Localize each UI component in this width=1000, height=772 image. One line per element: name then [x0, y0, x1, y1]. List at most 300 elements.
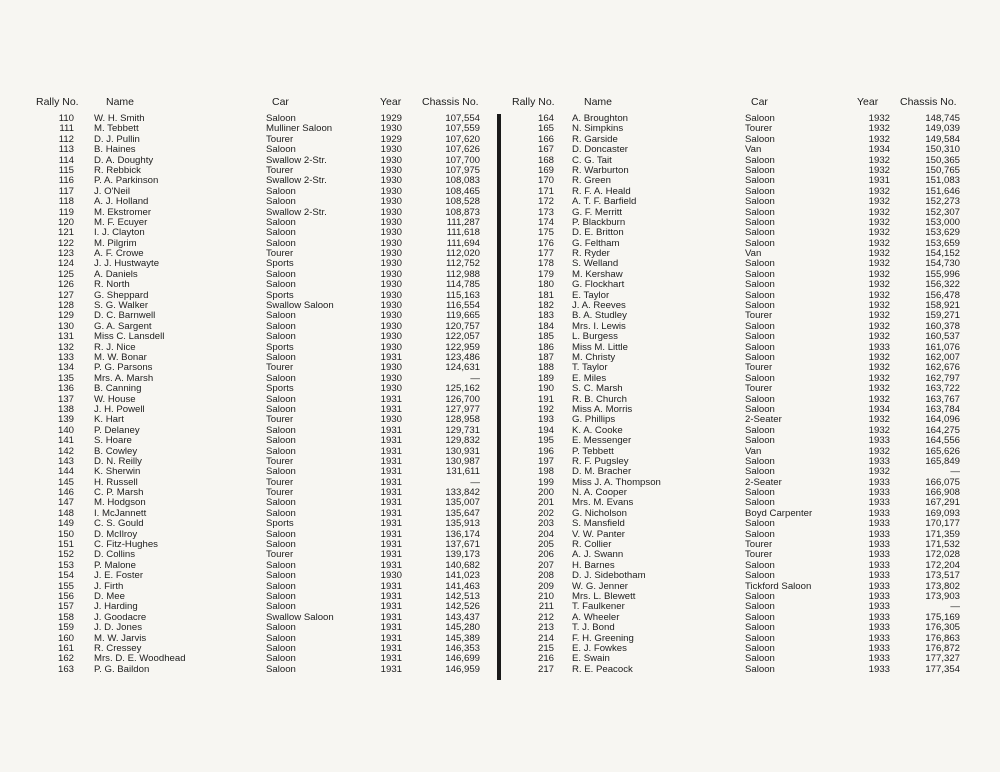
rally-no-cell: 182	[537, 300, 554, 312]
table-row	[0, 249, 495, 259]
car-cell: Tourer	[266, 476, 294, 488]
year-cell: 1933	[868, 476, 890, 488]
chassis-no-cell: 156,322	[925, 279, 960, 291]
car-cell: Saloon	[745, 227, 775, 239]
year-cell: 1930	[380, 196, 402, 208]
name-cell: K. Hart	[94, 414, 124, 426]
rally-no-cell: 142	[57, 445, 74, 457]
year-cell: 1932	[868, 331, 890, 343]
car-cell: Swallow 2-Str.	[266, 206, 327, 218]
car-cell: Saloon	[266, 237, 296, 249]
rally-no-cell: 183	[537, 310, 554, 322]
table-row	[0, 426, 495, 436]
name-cell: A. Broughton	[572, 113, 629, 124]
chassis-no-cell: 172,028	[925, 549, 960, 561]
car-cell: Saloon	[266, 570, 296, 582]
header-rally-no: Rally No.	[512, 96, 555, 108]
rally-no-cell: 191	[537, 393, 554, 405]
car-cell: Saloon	[266, 144, 296, 156]
car-cell: Saloon	[266, 539, 296, 551]
rally-no-cell: 179	[537, 268, 554, 280]
car-cell: Tourer	[745, 362, 773, 374]
table-row	[0, 301, 495, 311]
rally-no-cell: 197	[537, 455, 554, 467]
rally-no-cell: 162	[57, 653, 74, 665]
name-cell: M. Ekstromer	[94, 206, 152, 218]
year-cell: 1932	[868, 268, 890, 280]
name-cell: G. A. Sargent	[94, 320, 152, 332]
chassis-no-cell: 136,174	[445, 528, 480, 540]
chassis-no-cell: 173,903	[925, 590, 960, 602]
rally-no-cell: 200	[537, 487, 554, 499]
rally-no-cell: 198	[537, 466, 554, 478]
chassis-no-cell: 145,389	[445, 632, 480, 644]
car-cell: Saloon	[266, 507, 296, 519]
name-cell: A. F. Crowe	[94, 248, 144, 260]
car-cell: Tourer	[745, 383, 773, 395]
rally-no-cell: 175	[537, 227, 554, 239]
car-cell: Saloon	[266, 663, 296, 675]
chassis-no-cell: 170,177	[925, 518, 960, 530]
name-cell: G. Phillips	[572, 414, 616, 426]
car-cell: Tourer	[266, 362, 294, 374]
chassis-no-cell: 161,076	[925, 341, 960, 353]
name-cell: J. E. Foster	[94, 570, 144, 582]
car-cell: Saloon	[745, 331, 775, 343]
name-cell: J. A. Reeves	[572, 300, 626, 312]
year-cell: 1931	[380, 549, 402, 561]
year-cell: 1933	[868, 455, 890, 467]
year-cell: 1933	[868, 507, 890, 519]
table-row	[505, 436, 1000, 446]
car-cell: Saloon	[745, 528, 775, 540]
year-cell: 1933	[868, 653, 890, 665]
name-cell: V. W. Panter	[572, 528, 625, 540]
table-row	[0, 363, 495, 373]
car-cell: Swallow 2-Str.	[266, 175, 327, 187]
year-cell: 1933	[868, 570, 890, 582]
year-cell: 1931	[380, 455, 402, 467]
chassis-no-cell: 153,659	[925, 237, 960, 249]
chassis-no-cell: 176,863	[925, 632, 960, 644]
table-row	[0, 498, 495, 508]
car-cell: Saloon	[266, 497, 296, 509]
table-row	[505, 145, 1000, 155]
year-cell: 1932	[868, 216, 890, 228]
year-cell: 1933	[868, 632, 890, 644]
rally-no-cell: 160	[57, 632, 74, 644]
rally-no-cell: 199	[537, 476, 554, 488]
car-cell: Tourer	[266, 487, 294, 499]
name-cell: A. Wheeler	[572, 611, 620, 623]
year-cell: 1932	[868, 237, 890, 249]
rally-no-cell: 133	[57, 351, 74, 363]
car-cell: Saloon	[266, 351, 296, 363]
chassis-no-cell: 164,096	[925, 414, 960, 426]
table-row	[0, 291, 495, 301]
rally-no-cell: 132	[57, 341, 74, 353]
rally-no-cell: 210	[537, 590, 554, 602]
chassis-no-cell: 112,988	[446, 268, 480, 280]
year-cell: 1933	[868, 528, 890, 540]
name-cell: M. F. Ecuyer	[94, 216, 148, 228]
chassis-no-cell: 129,731	[445, 424, 480, 436]
name-cell: A. J. Holland	[94, 196, 149, 208]
name-cell: R. J. Nice	[94, 341, 136, 353]
name-cell: Mrs. L. Blewett	[572, 590, 636, 602]
chassis-no-cell: 175,169	[925, 611, 960, 623]
year-cell: 1934	[868, 144, 890, 156]
rally-no-cell: 155	[57, 580, 74, 592]
car-cell: Saloon	[745, 611, 775, 623]
name-cell: M. W. Bonar	[94, 351, 147, 363]
table-row	[0, 322, 495, 332]
left-table-header	[0, 96, 495, 114]
year-cell: 1931	[380, 403, 402, 415]
rally-no-cell: 154	[57, 570, 74, 582]
rally-no-cell: 189	[537, 372, 554, 384]
year-cell: 1930	[380, 414, 402, 426]
header-car: Car	[272, 96, 289, 108]
rally-no-cell: 153	[57, 559, 74, 571]
chassis-no-cell: 163,784	[925, 403, 960, 415]
table-row	[0, 415, 495, 425]
car-cell: 2-Seater	[745, 414, 782, 426]
name-cell: G. Sheppard	[94, 289, 149, 301]
table-row	[0, 478, 495, 488]
name-cell: E. Taylor	[572, 289, 610, 301]
table-row	[0, 145, 495, 155]
year-cell: 1933	[868, 611, 890, 623]
name-cell: N. A. Cooper	[572, 487, 627, 499]
header-rally-no: Rally No.	[36, 96, 79, 108]
car-cell: Saloon	[266, 185, 296, 197]
rally-no-cell: 157	[57, 601, 74, 613]
name-cell: T. J. Bond	[572, 622, 615, 634]
rally-no-cell: 140	[57, 424, 74, 436]
name-cell: Mrs. I. Lewis	[572, 320, 626, 332]
chassis-no-cell: 149,584	[925, 133, 960, 145]
car-cell: Tickford Saloon	[745, 580, 812, 592]
table-row	[0, 665, 495, 675]
name-cell: E. J. Fowkes	[572, 642, 627, 654]
rally-no-cell: 161	[57, 642, 74, 654]
year-cell: 1930	[380, 320, 402, 332]
rally-no-cell: 176	[537, 237, 554, 249]
year-cell: 1933	[868, 518, 890, 530]
table-row	[0, 447, 495, 457]
name-cell: T. Taylor	[572, 362, 608, 374]
name-cell: R. B. Church	[572, 393, 627, 405]
car-cell: Sports	[266, 341, 294, 353]
chassis-no-cell: 164,275	[925, 424, 960, 436]
right-table	[505, 96, 1000, 675]
rally-no-cell: 123	[57, 248, 74, 260]
rally-no-cell: 125	[57, 268, 74, 280]
chassis-no-cell: 120,757	[445, 320, 480, 332]
name-cell: W. H. Smith	[94, 113, 145, 124]
rally-no-cell: 213	[537, 622, 554, 634]
table-row	[0, 353, 495, 363]
name-cell: P. Blackburn	[572, 216, 626, 228]
name-cell: D. J. Sidebotham	[572, 570, 646, 582]
name-cell: D. M. Bracher	[572, 466, 632, 478]
car-cell: Saloon	[745, 570, 775, 582]
car-cell: Saloon	[745, 663, 775, 675]
chassis-no-cell: 116,554	[446, 300, 480, 312]
chassis-no-cell: 164,556	[925, 435, 960, 447]
year-cell: 1930	[380, 175, 402, 187]
chassis-no-cell: 165,626	[925, 445, 960, 457]
year-cell: 1931	[380, 528, 402, 540]
name-cell: N. Simpkins	[572, 123, 624, 135]
year-cell: 1932	[868, 185, 890, 197]
year-cell: 1931	[380, 466, 402, 478]
year-cell: 1932	[868, 351, 890, 363]
name-cell: Mrs. M. Evans	[572, 497, 634, 509]
year-cell: 1932	[868, 393, 890, 405]
year-cell: 1931	[380, 445, 402, 457]
chassis-no-cell: 141,463	[445, 580, 480, 592]
year-cell: 1931	[868, 175, 890, 187]
header-chassis-no: Chassis No.	[422, 96, 479, 108]
name-cell: R. Collier	[572, 539, 612, 551]
year-cell: 1932	[868, 424, 890, 436]
chassis-no-cell: 135,007	[445, 497, 480, 509]
name-cell: P. A. Parkinson	[94, 175, 159, 187]
year-cell: 1930	[380, 185, 402, 197]
name-cell: B. Canning	[94, 383, 142, 395]
chassis-no-cell: 133,842	[445, 487, 480, 499]
rally-no-cell: 124	[57, 258, 74, 270]
car-cell: Saloon	[266, 196, 296, 208]
chassis-no-cell: 141,023	[445, 570, 480, 582]
car-cell: Saloon	[745, 487, 775, 499]
table-row	[0, 613, 495, 623]
chassis-no-cell: 146,353	[445, 642, 480, 654]
rally-no-cell: 211	[538, 601, 554, 613]
table-row	[0, 374, 495, 384]
chassis-no-cell: 171,359	[925, 528, 960, 540]
year-cell: 1932	[868, 206, 890, 218]
chassis-no-cell: 108,465	[445, 185, 480, 197]
rally-no-cell: 146	[57, 487, 74, 499]
table-row	[0, 311, 495, 321]
name-cell: D. E. Britton	[572, 227, 624, 239]
year-cell: 1930	[380, 331, 402, 343]
table-row	[0, 124, 495, 134]
car-cell: Tourer	[745, 310, 773, 322]
chassis-no-cell: 124,631	[445, 362, 480, 374]
car-cell: Saloon	[266, 279, 296, 291]
car-cell: Saloon	[266, 580, 296, 592]
header-chassis-no: Chassis No.	[900, 96, 957, 108]
year-cell: 1931	[380, 476, 402, 488]
rally-no-cell: 138	[57, 403, 74, 415]
chassis-no-cell: 153,000	[925, 216, 960, 228]
year-cell: 1933	[868, 642, 890, 654]
rally-no-cell: 118	[58, 196, 74, 208]
year-cell: 1932	[868, 258, 890, 270]
chassis-no-cell: 107,620	[445, 133, 480, 145]
chassis-no-cell: 148,745	[925, 113, 960, 124]
chassis-no-cell: 166,908	[925, 487, 960, 499]
name-cell: D. McIlroy	[94, 528, 138, 540]
name-cell: J. H. Powell	[94, 403, 145, 415]
rally-no-cell: 134	[57, 362, 74, 374]
rally-no-cell: 207	[537, 559, 554, 571]
table-row	[0, 561, 495, 571]
year-cell: 1930	[380, 341, 402, 353]
rally-no-cell: 117	[58, 185, 74, 197]
chassis-no-cell: 169,093	[925, 507, 960, 519]
car-cell: Saloon	[266, 393, 296, 405]
year-cell: 1931	[380, 642, 402, 654]
car-cell: Saloon	[745, 435, 775, 447]
car-cell: Saloon	[266, 528, 296, 540]
car-cell: Van	[745, 248, 762, 260]
car-cell: Swallow Saloon	[266, 611, 334, 623]
name-cell: A. Daniels	[94, 268, 138, 280]
right-table-rows	[505, 114, 1000, 675]
rally-no-cell: 195	[537, 435, 554, 447]
table-row	[0, 384, 495, 394]
car-cell: Saloon	[745, 403, 775, 415]
year-cell: 1934	[868, 403, 890, 415]
rally-no-cell: 121	[57, 227, 74, 239]
rally-no-cell: 159	[57, 622, 74, 634]
name-cell: K. Sherwin	[94, 466, 141, 478]
chassis-no-cell: 107,626	[445, 144, 480, 156]
chassis-no-cell: 135,647	[445, 507, 480, 519]
year-cell: 1930	[380, 268, 402, 280]
car-cell: Saloon	[266, 435, 296, 447]
car-cell: Saloon	[745, 196, 775, 208]
name-cell: A. J. Swann	[572, 549, 624, 561]
chassis-no-cell: 130,987	[445, 455, 480, 467]
car-cell: Tourer	[266, 133, 294, 145]
car-cell: Saloon	[266, 622, 296, 634]
name-cell: H. Barnes	[572, 559, 615, 571]
year-cell: 1931	[380, 435, 402, 447]
chassis-no-cell: 150,765	[925, 164, 960, 176]
chassis-no-cell: 160,537	[925, 331, 960, 343]
car-cell: Tourer	[266, 549, 294, 561]
rally-no-cell: 188	[537, 362, 554, 374]
table-row	[0, 343, 495, 353]
rally-no-cell: 168	[537, 154, 554, 166]
year-cell: 1930	[380, 237, 402, 249]
chassis-no-cell: —	[470, 372, 480, 384]
car-cell: Tourer	[266, 164, 294, 176]
rally-no-cell: 202	[537, 507, 554, 519]
rally-no-cell: 122	[57, 237, 74, 249]
year-cell: 1932	[868, 372, 890, 384]
year-cell: 1933	[868, 559, 890, 571]
year-cell: 1931	[380, 632, 402, 644]
rally-no-cell: 192	[537, 403, 554, 415]
rally-no-cell: 180	[537, 279, 554, 291]
chassis-no-cell: 162,007	[925, 351, 960, 363]
year-cell: 1933	[868, 622, 890, 634]
car-cell: Saloon	[745, 590, 775, 602]
chassis-no-cell: 142,513	[445, 590, 480, 602]
table-row	[0, 488, 495, 498]
name-cell: P. Tebbett	[572, 445, 614, 457]
name-cell: D. C. Barnwell	[94, 310, 156, 322]
name-cell: R. F. A. Heald	[572, 185, 631, 197]
name-cell: R. F. Pugsley	[572, 455, 629, 467]
chassis-no-cell: 112,752	[446, 258, 480, 270]
rally-no-cell: 130	[57, 320, 74, 332]
car-cell: Saloon	[745, 279, 775, 291]
table-row	[0, 644, 495, 654]
left-table-rows	[0, 114, 495, 675]
rally-no-cell: 165	[537, 123, 554, 135]
chassis-no-cell: 171,532	[925, 539, 960, 551]
year-cell: 1931	[380, 622, 402, 634]
header-name: Name	[584, 96, 613, 108]
year-cell: 1932	[868, 164, 890, 176]
rally-no-cell: 110	[58, 113, 74, 124]
year-cell: 1933	[868, 580, 890, 592]
car-cell: Saloon	[745, 601, 775, 613]
rally-no-cell: 141	[57, 435, 74, 447]
name-cell: P. Malone	[94, 559, 136, 571]
name-cell: H. Russell	[94, 476, 138, 488]
car-cell: Saloon	[745, 185, 775, 197]
rally-no-cell: 205	[537, 539, 554, 551]
year-cell: 1932	[868, 248, 890, 260]
chassis-no-cell: 145,280	[445, 622, 480, 634]
car-cell: Sports	[266, 383, 294, 395]
car-cell: Saloon	[266, 310, 296, 322]
name-cell: S. Mansfield	[572, 518, 625, 530]
chassis-no-cell: 162,797	[925, 372, 960, 384]
name-cell: D. A. Doughty	[94, 154, 154, 166]
year-cell: 1930	[380, 123, 402, 135]
name-cell: D. Collins	[94, 549, 136, 561]
table-row	[0, 634, 495, 644]
name-cell: S. G. Walker	[94, 300, 149, 312]
name-cell: I. J. Clayton	[94, 227, 145, 239]
car-cell: Tourer	[745, 539, 773, 551]
rally-no-cell: 190	[537, 383, 554, 395]
name-cell: C. Fitz-Hughes	[94, 539, 158, 551]
rally-no-cell: 173	[537, 206, 554, 218]
car-cell: Saloon	[266, 559, 296, 571]
car-cell: Saloon	[266, 113, 296, 124]
rally-no-cell: 120	[57, 216, 74, 228]
table-row	[0, 228, 495, 238]
chassis-no-cell: 107,975	[445, 164, 480, 176]
table-row	[0, 332, 495, 342]
rally-no-cell: 178	[537, 258, 554, 270]
chassis-no-cell: 151,646	[925, 185, 960, 197]
car-cell: Saloon	[266, 227, 296, 239]
name-cell: W. House	[94, 393, 136, 405]
chassis-no-cell: 177,354	[925, 663, 960, 675]
rally-no-cell: 171	[537, 185, 554, 197]
year-cell: 1932	[868, 383, 890, 395]
car-cell: Saloon	[745, 455, 775, 467]
rally-no-cell: 145	[57, 476, 74, 488]
year-cell: 1930	[380, 300, 402, 312]
year-cell: 1931	[380, 601, 402, 613]
year-cell: 1930	[380, 289, 402, 301]
table-row	[0, 582, 495, 592]
chassis-no-cell: 173,517	[925, 570, 960, 582]
